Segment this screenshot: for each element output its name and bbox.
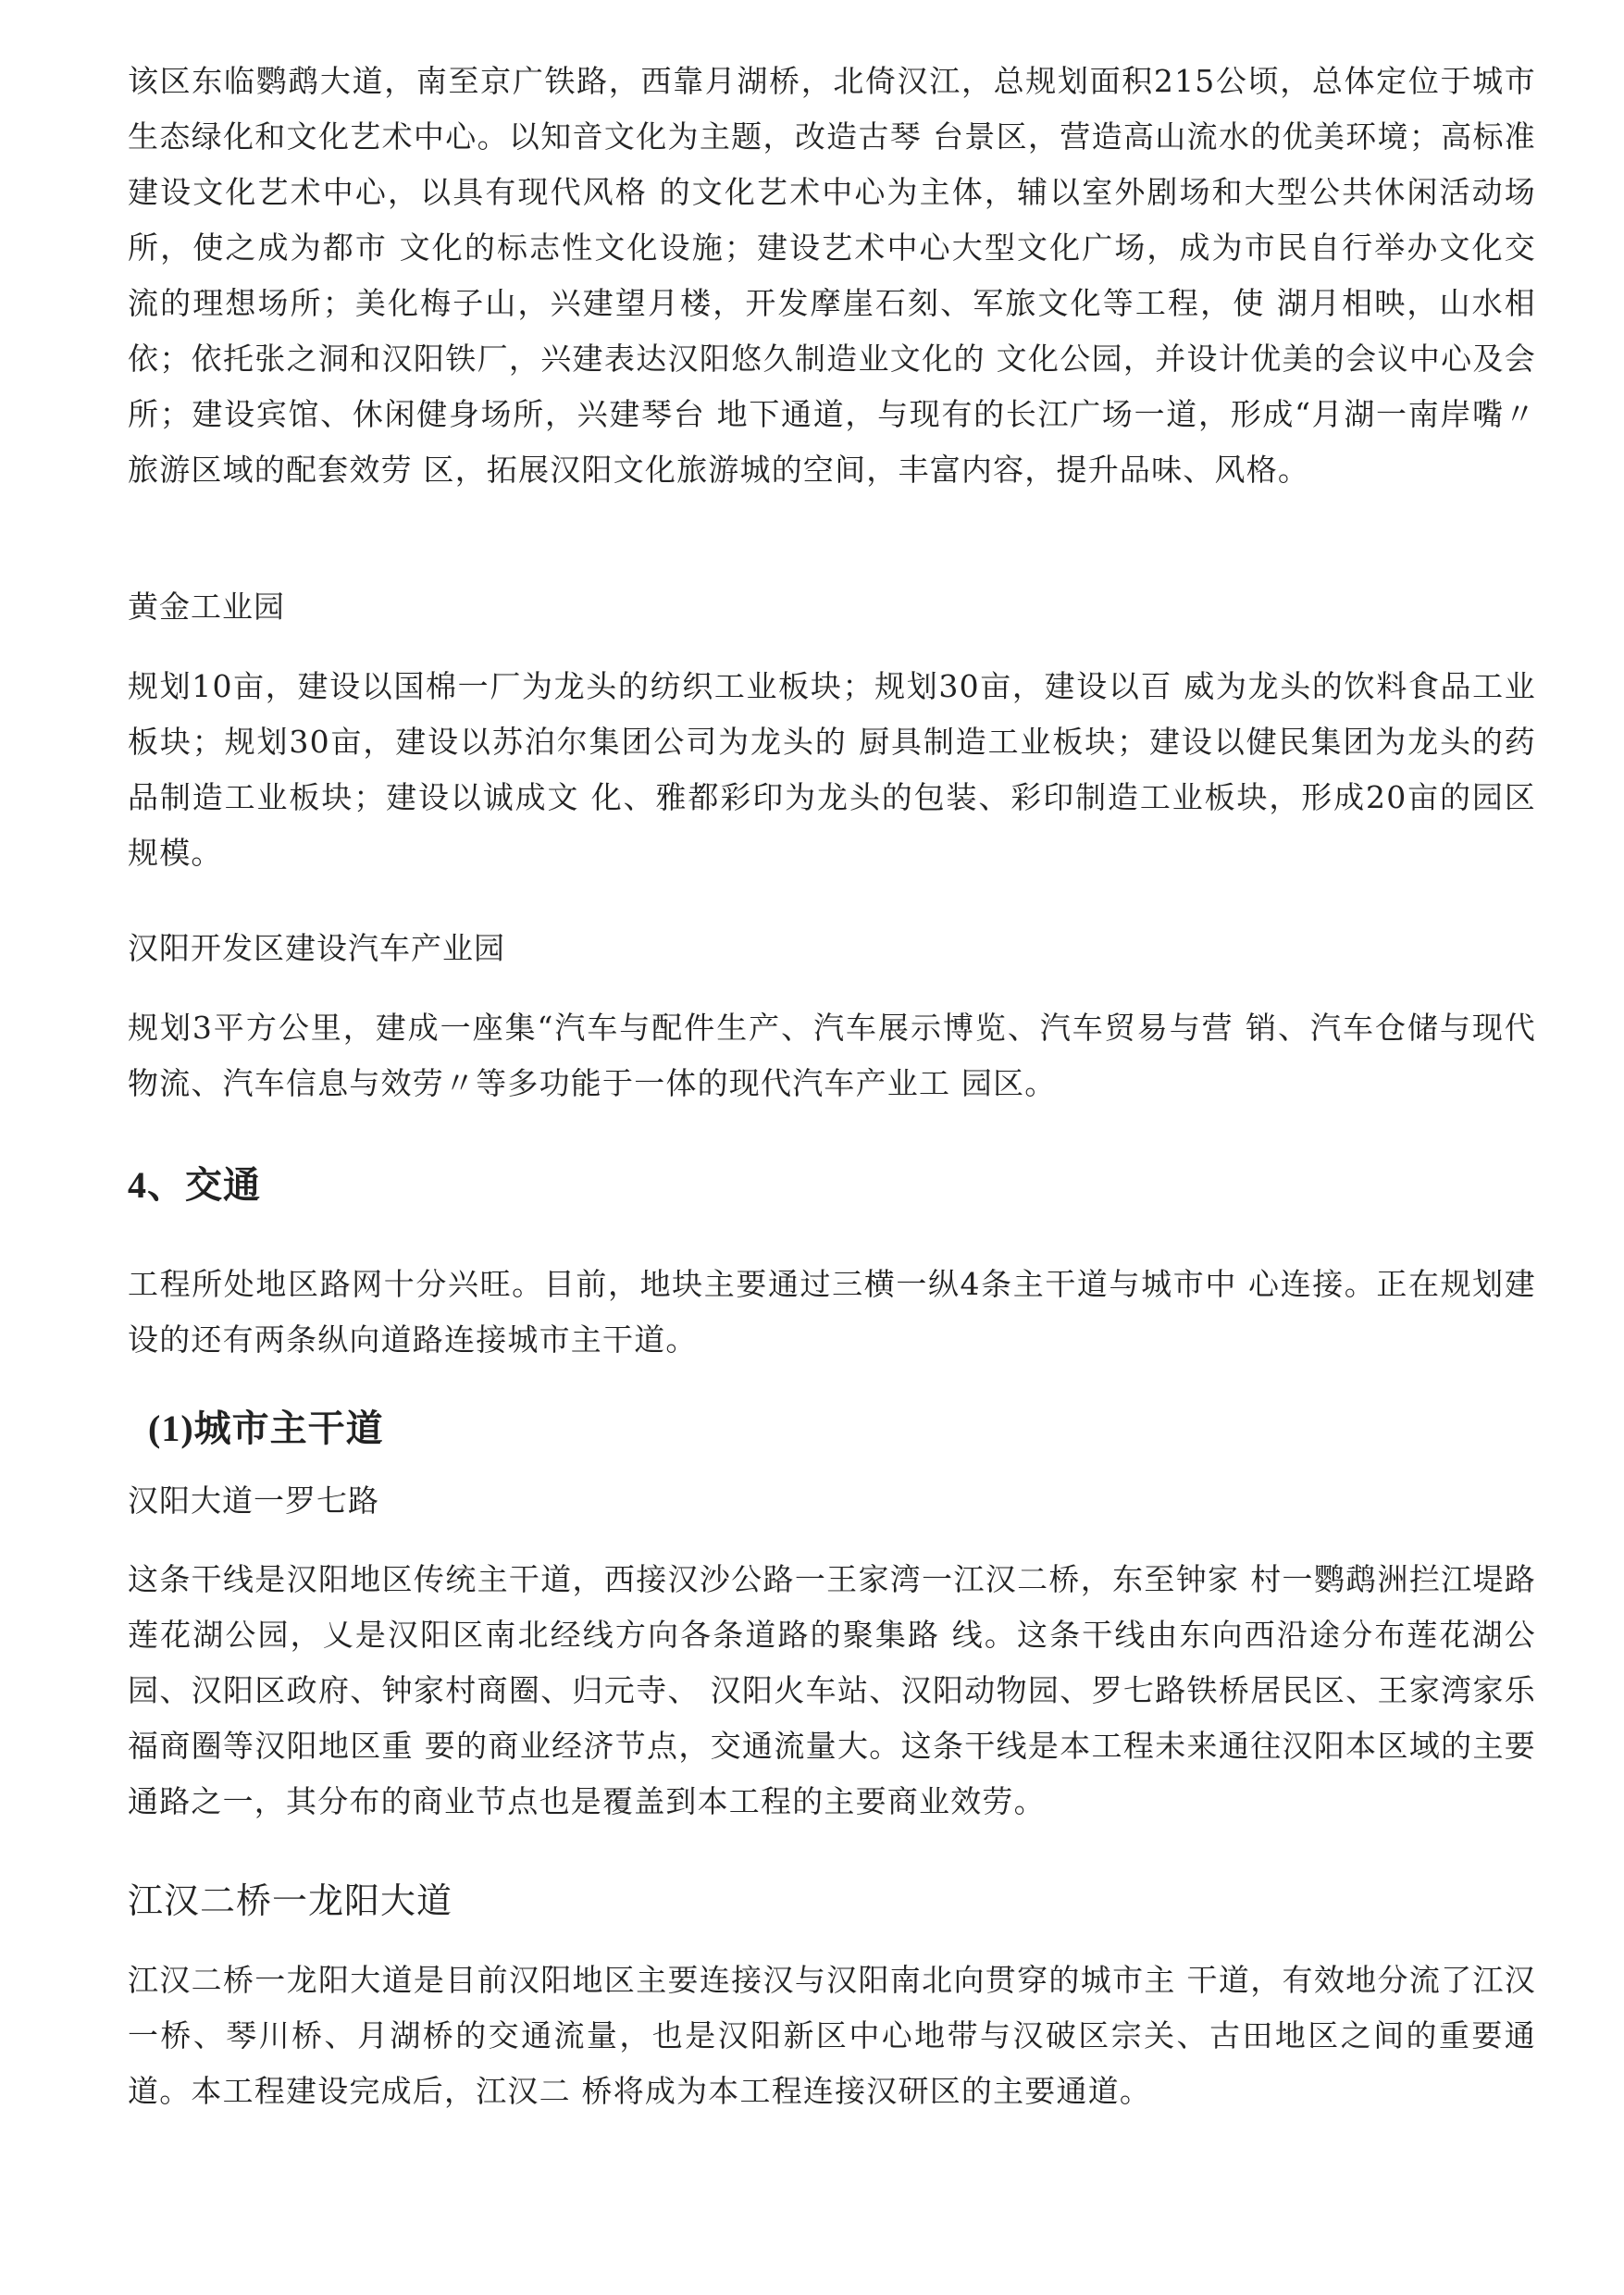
subsection-1-number: (1)	[148, 1408, 194, 1449]
road-2-paragraph: 江汉二桥一龙阳大道是目前汉阳地区主要连接汉与汉阳南北向贯穿的城市主 干道，有效地分流了江汉一桥、琴川桥、月湖桥的交通流量，也是汉阳新区中心地带与汉破区宗关、古田地区之间的重要通道。本工程建设完成后，江汉二 桥将成为本工程连接汉研区的主要通道。	[128, 1962, 1536, 2109]
road-2-title: 江汉二桥一龙阳大道	[128, 1880, 453, 1921]
section-4-number: 4	[128, 1164, 147, 1206]
subsection-1-title: 城市主干道	[193, 1407, 384, 1450]
section-4-paragraph: 工程所处地区路网十分兴旺。目前，地块主要通过三横一纵4条主干道与城市中 心连接。正在规划建设的还有两条纵向道路连接城市主干道。	[128, 1266, 1536, 1358]
section-4-title: 、交通	[147, 1163, 261, 1207]
gold-park-title: 黄金工业园	[128, 589, 285, 625]
section-4-heading	[128, 1161, 261, 1210]
gold-park-paragraph: 规划10亩，建设以国棉一厂为龙头的纺织工业板块；规划30亩，建设以百 威为龙头的饮料食品工业板块；规划30亩，建设以苏泊尔集团公司为龙头的 厨具制造工业板块；建设以健民集团为龙头的药品制造工业板块；建设以诚成文 化、雅都彩印为龙头的包装、彩印制造工业板块，形成20亩的园区规模。	[128, 668, 1537, 871]
subsection-1-heading	[148, 1405, 384, 1453]
road-1-paragraph: 这条干线是汉阳地区传统主干道，西接汉沙公路一王家湾一江汉二桥，东至钟家 村一鹦鹉洲拦江堤路莲花湖公园，乂是汉阳区南北经线方向各条道路的聚集路 线。这条干线由东向西沿途分布莲花湖公园、汉阳区政府、钟家村商圈、归元寺、 汉阳火车站、汉阳动物园、罗七路铁桥居民区、王家湾家乐福商圈等汉阳地区重 要的商业经济节点，交通流量大。这条干线是本工程未来通往汉阳本区域的主要 通路之一，其分布的商业节点也是覆盖到本工程的主要商业效劳。	[128, 1561, 1536, 1819]
auto-park-paragraph: 规划3平方公里，建成一座集“汽车与配件生产、汽车展示博览、汽车贸易与营 销、汽车仓储与现代物流、汽车信息与效劳〃等多功能于一体的现代汽车产业工 园区。	[128, 1010, 1536, 1101]
road-1-title: 汉阳大道一罗七路	[128, 1482, 379, 1519]
intro-paragraph: 该区东临鹦鹉大道，南至京广铁路，西靠月湖桥，北倚汉江，总规划面积215公顷，总体定位于城市生态绿化和文化艺术中心。以知音文化为主题，改造古琴 台景区，营造高山流水的优美环境；高标准建设文化艺术中心，以具有现代风格 的文化艺术中心为主体，辅以室外剧场和大型公共休闲活动场所，使之成为都市 文化的标志性文化设施；建设艺术中心大型文化广场，成为市民自行举办文化交 流的理想场所；美化梅子山，兴建望月楼，开发摩崖石刻、军旅文化等工程，使 湖月相映，山水相依；依托张之洞和汉阳铁厂，兴建表达汉阳悠久制造业文化的 文化公园，并设计优美的会议中心及会所；建设宾馆、休闲健身场所，兴建琴台 地下通道，与现有的长江广场一道，形成“月湖一南岸嘴〃旅游区域的配套效劳 区，拓展汉阳文化旅游城的空间，丰富内容，提升品味、风格。	[128, 63, 1536, 488]
auto-park-title: 汉阳开发区建设汽车产业园	[128, 930, 505, 966]
